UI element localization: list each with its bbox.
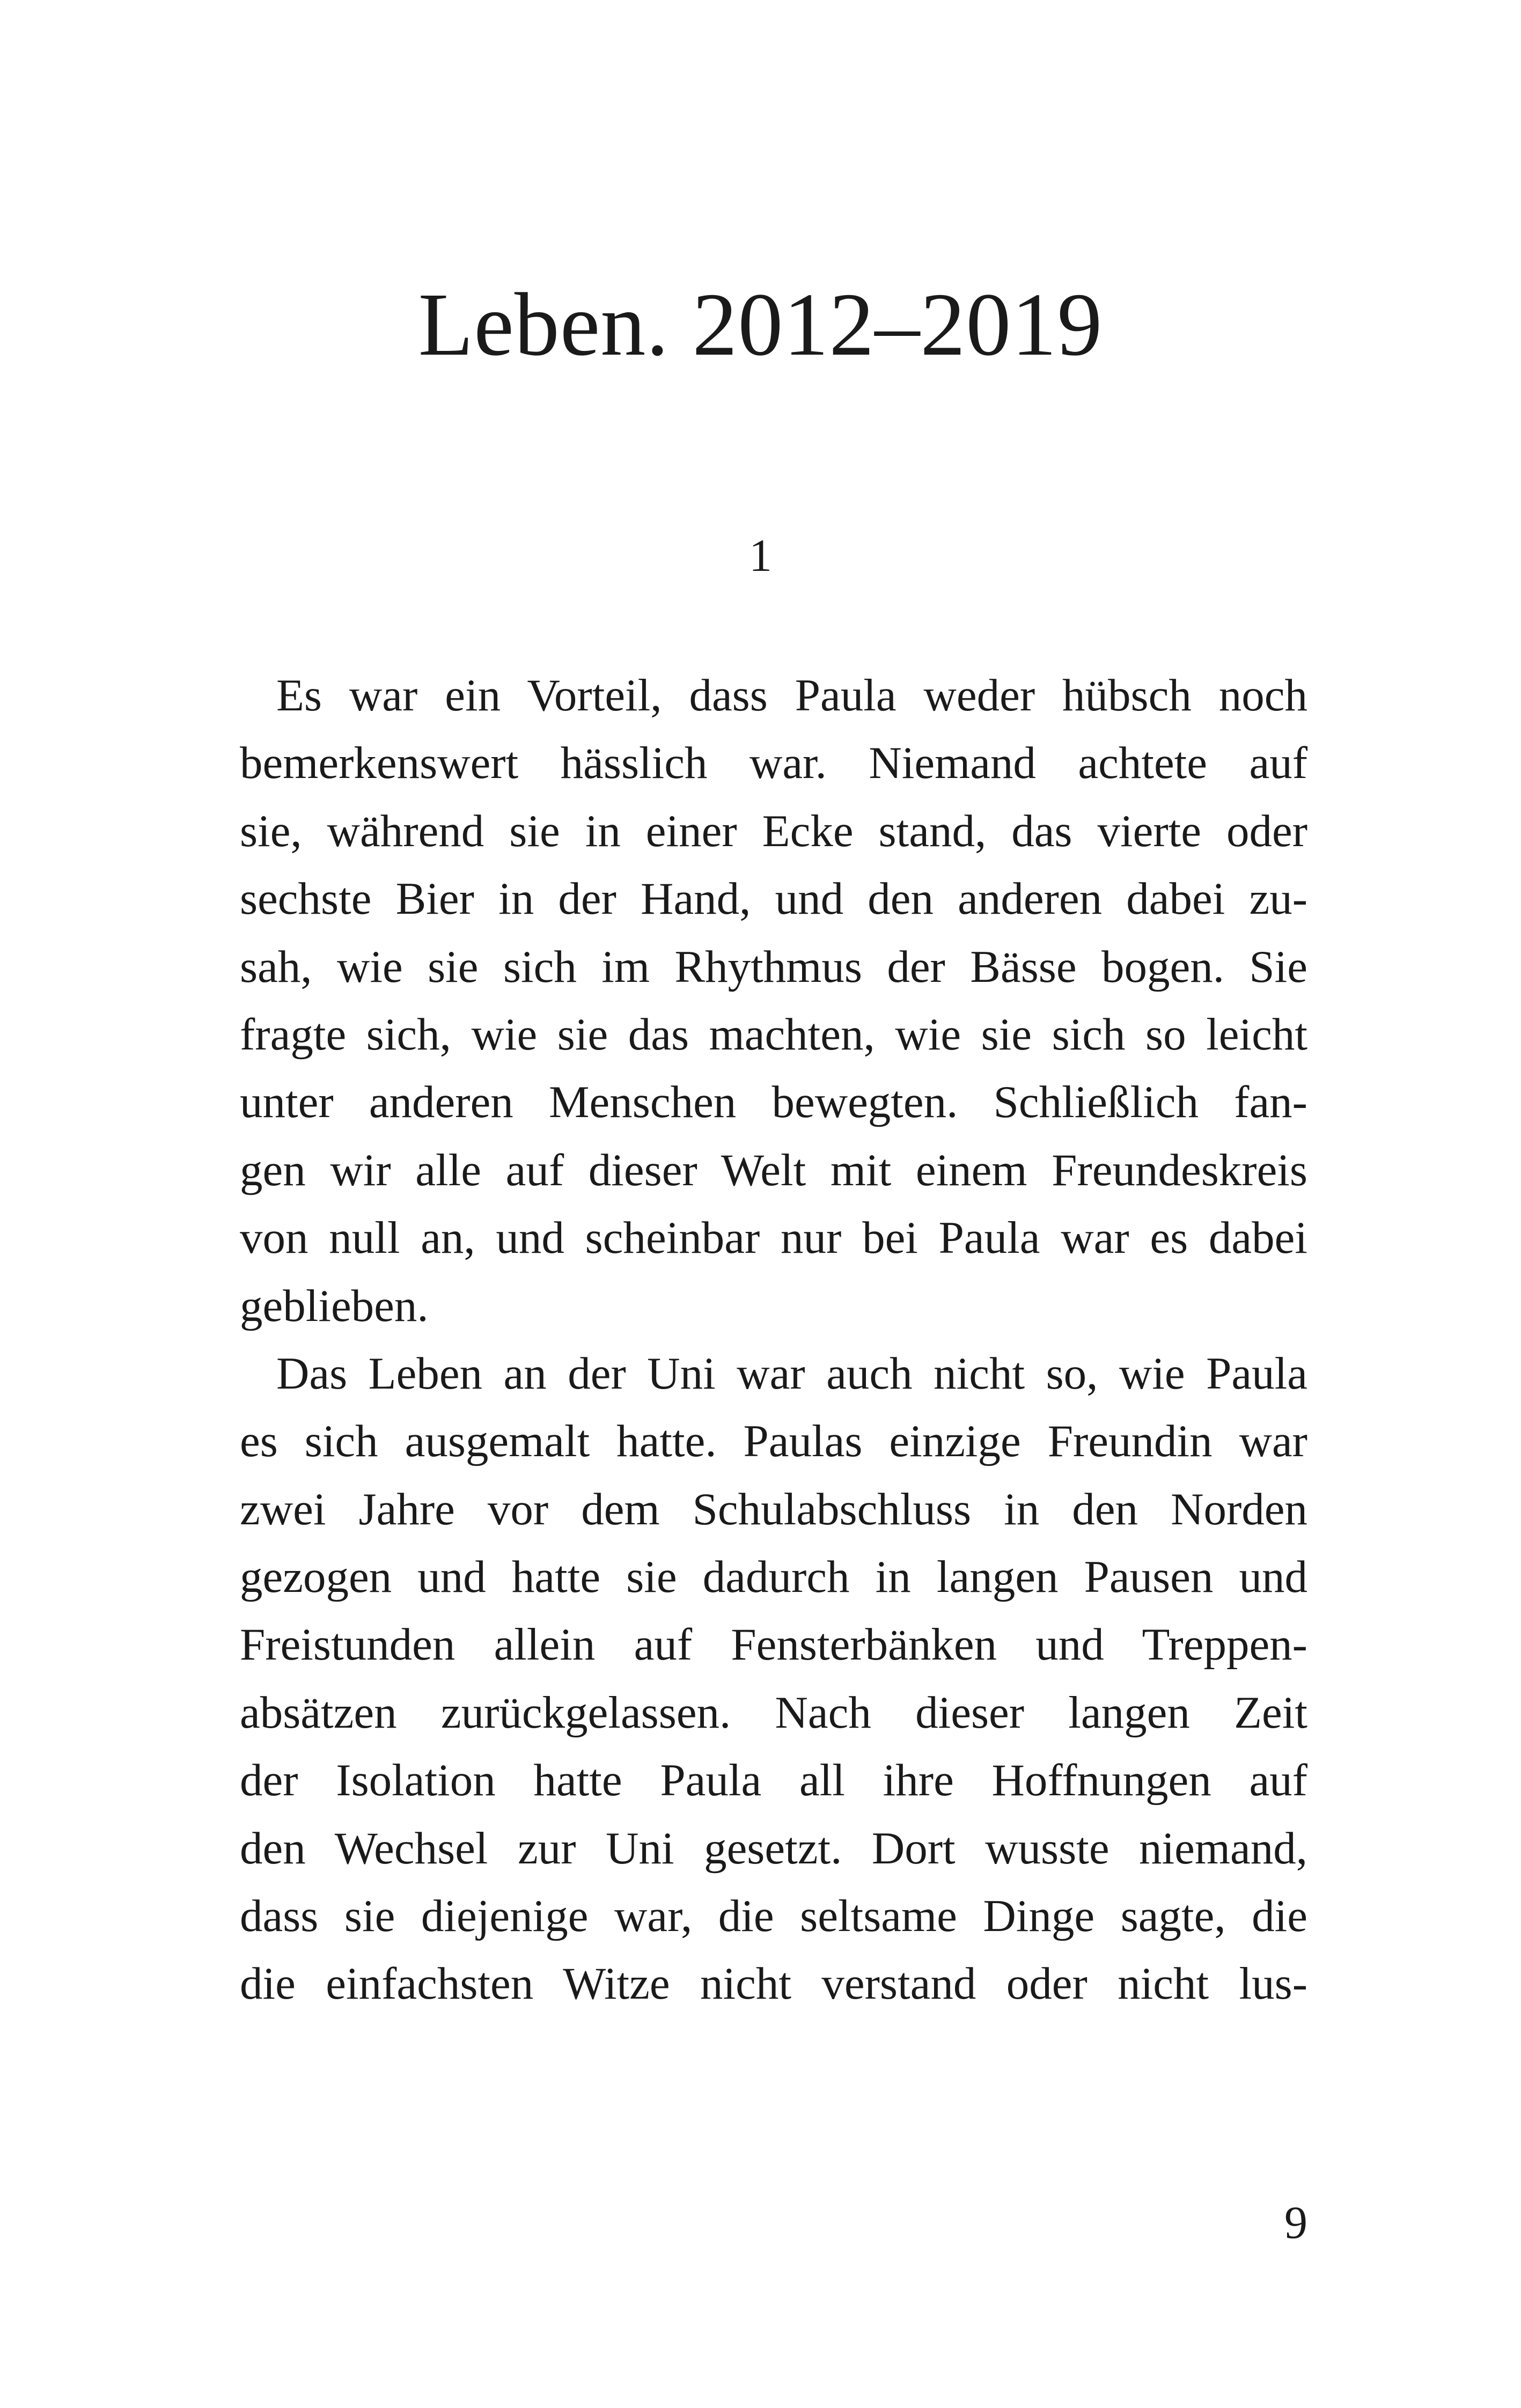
text-line: zwei Jahre vor dem Schulabschluss in den Norden bbox=[240, 1484, 1307, 1535]
text-line: sechste Bier in der Hand, und den anderen dabei zu- bbox=[240, 873, 1307, 924]
text-line: Das Leben an der Uni war auch nicht so, wie Paula bbox=[276, 1348, 1307, 1399]
text-line: fragte sich, wie sie das machten, wie sie sich so leicht bbox=[240, 1009, 1307, 1060]
section-number: 1 bbox=[749, 530, 772, 581]
text-line: von null an, und scheinbar nur bei Paula war es dabei bbox=[240, 1213, 1307, 1264]
text-line: bemerkenswert hässlich war. Niemand achtete auf bbox=[240, 738, 1307, 789]
chapter-title: Leben. 2012–2019 bbox=[418, 275, 1103, 375]
text-line: Es war ein Vorteil, dass Paula weder hübsch noch bbox=[276, 670, 1307, 721]
text-line: es sich ausgemalt hatte. Paulas einzige Freundin war bbox=[240, 1416, 1307, 1467]
text-line: dass sie diejenige war, die seltsame Dinge sagte, die bbox=[240, 1891, 1307, 1942]
text-line: sah, wie sie sich im Rhythmus der Bässe bogen. Sie bbox=[240, 941, 1307, 992]
text-line: den Wechsel zur Uni gesetzt. Dort wusste niemand, bbox=[240, 1823, 1307, 1874]
text-line: gezogen und hatte sie dadurch in langen Pausen und bbox=[240, 1552, 1307, 1603]
text-line: der Isolation hatte Paula all ihre Hoffnungen auf bbox=[240, 1755, 1307, 1806]
text-line: unter anderen Menschen bewegten. Schließlich fan- bbox=[240, 1077, 1307, 1128]
text-line: die einfachsten Witze nicht verstand oder nicht lus- bbox=[240, 1958, 1307, 2009]
text-line: sie, während sie in einer Ecke stand, das vierte oder bbox=[240, 805, 1307, 856]
text-line: geblieben. bbox=[240, 1280, 429, 1331]
text-line: Freistunden allein auf Fensterbänken und Treppen- bbox=[240, 1619, 1307, 1670]
body-text bbox=[240, 662, 1307, 2018]
page-number: 9 bbox=[1284, 2197, 1307, 2248]
text-line: gen wir alle auf dieser Welt mit einem Freundeskreis bbox=[240, 1144, 1307, 1195]
text-line: absätzen zurückgelassen. Nach dieser langen Zeit bbox=[240, 1687, 1307, 1738]
